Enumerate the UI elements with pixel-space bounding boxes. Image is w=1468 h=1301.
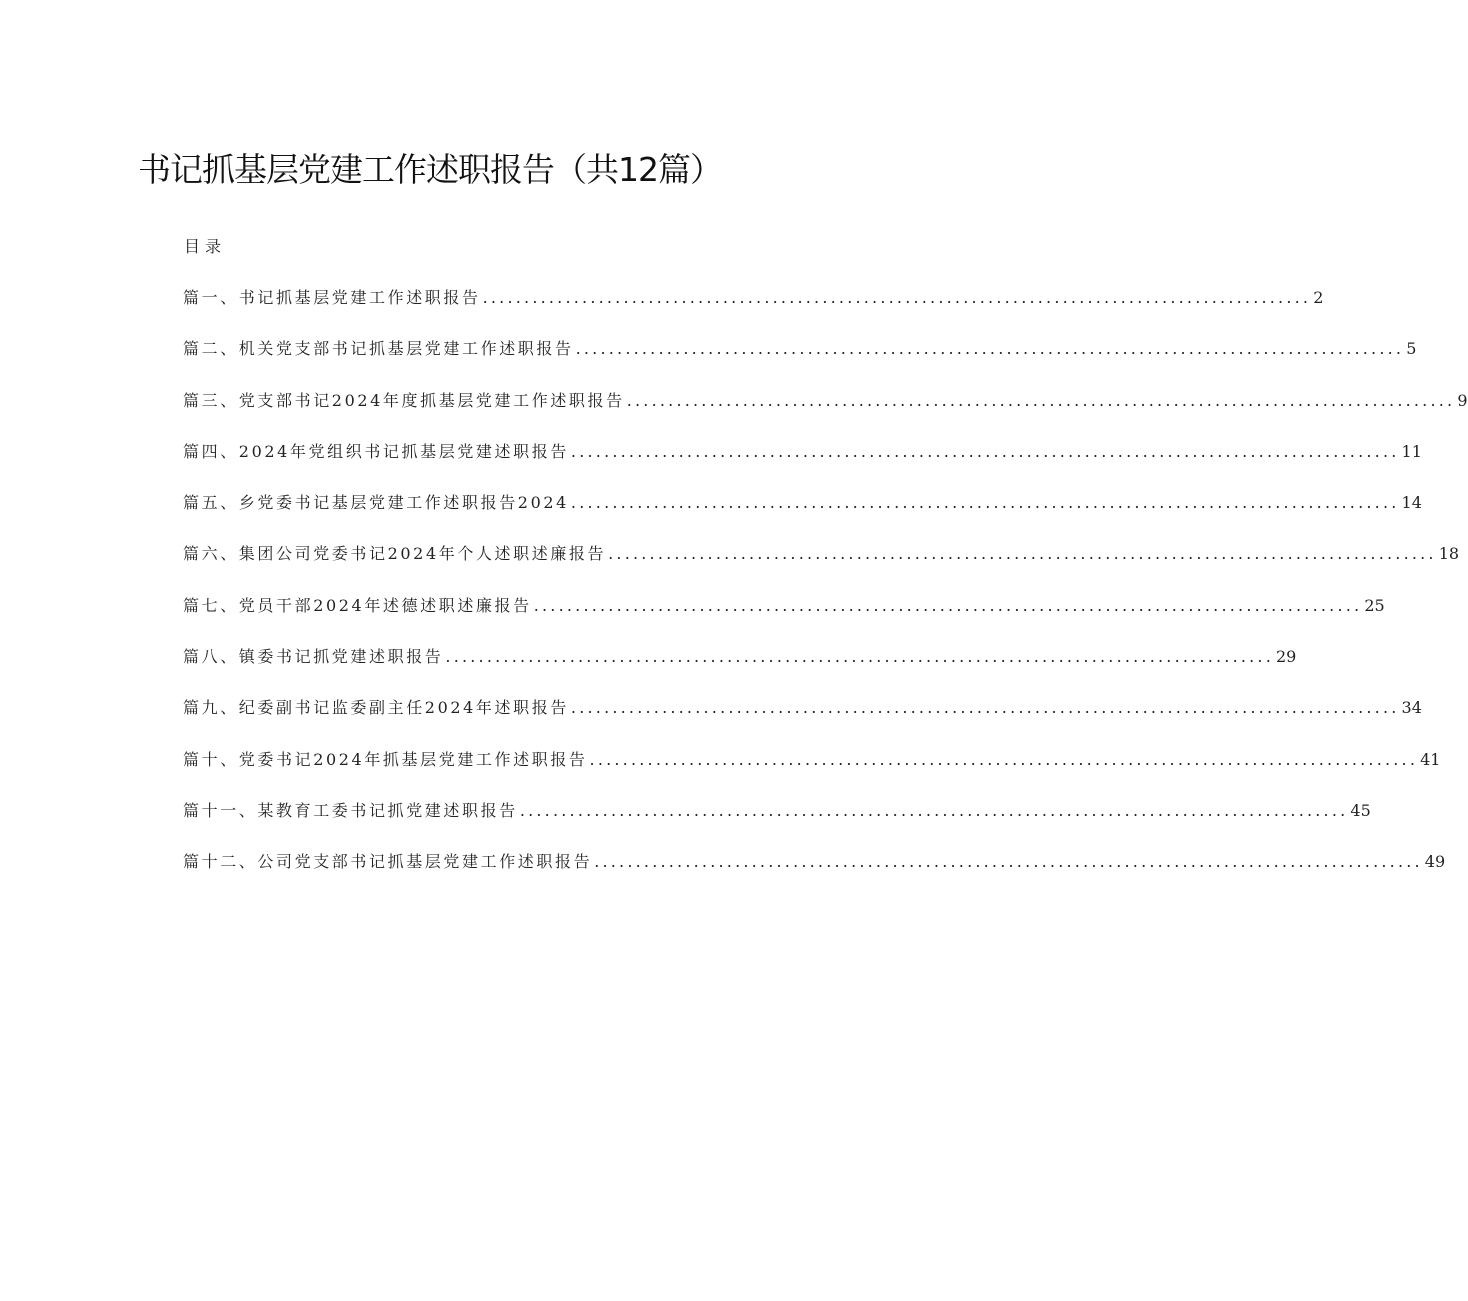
- toc-page-number: 18: [1438, 544, 1460, 564]
- toc-entry-label: 篇八、镇委书记抓党建述职报告: [183, 647, 444, 667]
- toc-entry-2[interactable]: [183, 335, 1417, 386]
- toc-entry-4[interactable]: [183, 438, 1422, 489]
- toc-page-number: 9: [1457, 390, 1468, 410]
- toc-page-number: 45: [1350, 800, 1371, 820]
- toc-page-number: 34: [1401, 698, 1422, 718]
- toc-entry-label: 篇五、乡党委书记基层党建工作述职报告2024: [183, 493, 569, 513]
- toc-entry-1[interactable]: [183, 284, 1324, 335]
- toc-entry-9[interactable]: [183, 694, 1422, 745]
- toc-page-number: 5: [1406, 339, 1417, 359]
- toc-entry-8[interactable]: [183, 643, 1297, 694]
- toc-entry-label: 篇三、党支部书记2024年度抓基层党建工作述职报告: [183, 390, 625, 410]
- toc-entry-11[interactable]: [183, 797, 1371, 848]
- toc-leader-dots: ....................................................................................................: [589, 749, 1419, 769]
- toc-entry-label: 篇一、书记抓基层党建工作述职报告: [183, 288, 481, 307]
- toc-leader-dots: ....................................................................................................: [482, 288, 1312, 307]
- toc-entry-6[interactable]: [183, 540, 1460, 591]
- toc-leader-dots: ....................................................................................................: [533, 595, 1363, 615]
- toc-entry-label: 篇九、纪委副书记监委副主任2024年述职报告: [183, 698, 569, 718]
- toc-leader-dots: ....................................................................................................: [608, 544, 1437, 564]
- toc-entry-12[interactable]: [183, 848, 1446, 899]
- toc-leader-dots: ....................................................................................................: [626, 390, 1456, 410]
- toc-entry-label: 篇十、党委书记2024年抓基层党建工作述职报告: [183, 749, 588, 769]
- toc-entry-label: 篇四、2024年党组织书记抓基层党建述职报告: [183, 441, 569, 461]
- toc-page-number: 49: [1424, 852, 1446, 872]
- toc-leader-dots: ....................................................................................................: [594, 852, 1423, 872]
- toc-entry-7[interactable]: [183, 592, 1385, 643]
- toc-leader-dots: ....................................................................................................: [445, 647, 1274, 667]
- document-title: 书记抓基层党建工作述职报告（共12篇）: [138, 150, 722, 189]
- toc-page-number: 25: [1364, 595, 1385, 615]
- toc-leader-dots: ....................................................................................................: [575, 339, 1405, 359]
- toc-leader-dots: ....................................................................................................: [570, 698, 1400, 718]
- toc-entry-label: 篇六、集团公司党委书记2024年个人述职述廉报告: [183, 544, 607, 564]
- toc-leader-dots: ....................................................................................................: [519, 800, 1349, 820]
- toc-entry-label: 篇七、党员干部2024年述德述职述廉报告: [183, 595, 532, 615]
- toc-entry-label: 篇十一、某教育工委书记抓党建述职报告: [183, 800, 518, 820]
- toc-leader-dots: ....................................................................................................: [570, 441, 1400, 461]
- toc-page-number: 41: [1420, 749, 1441, 769]
- toc-entry-label: 篇二、机关党支部书记抓基层党建工作述职报告: [183, 339, 574, 359]
- toc-page-number: 11: [1401, 441, 1422, 461]
- toc-entry-3[interactable]: [183, 387, 1468, 438]
- toc-entry-10[interactable]: [183, 746, 1441, 797]
- toc-page-number: 29: [1276, 647, 1297, 667]
- toc-page-number: 14: [1401, 493, 1422, 513]
- toc-leader-dots: ....................................................................................................: [570, 493, 1400, 513]
- toc-entry-label: 篇十二、公司党支部书记抓基层党建工作述职报告: [183, 852, 593, 872]
- toc-page-number: 2: [1313, 288, 1324, 307]
- toc-entry-5[interactable]: [183, 489, 1422, 540]
- table-of-contents: [183, 284, 1468, 900]
- toc-heading: 目录: [184, 237, 227, 256]
